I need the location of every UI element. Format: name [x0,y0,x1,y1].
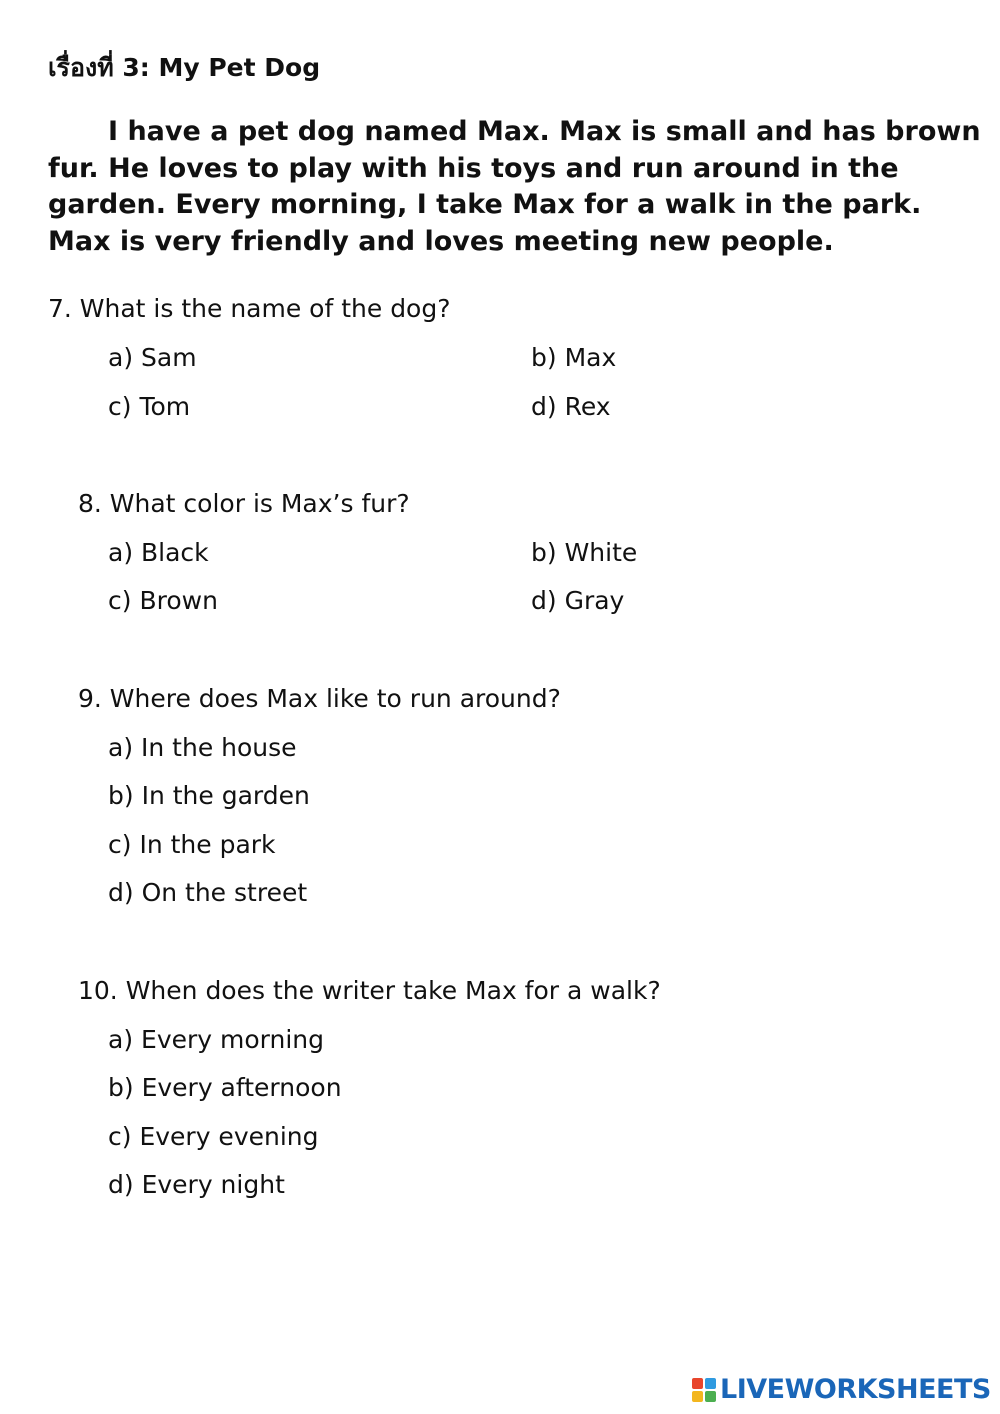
q7-option-a[interactable]: a) Sam [108,343,197,372]
q9-option-c[interactable]: c) In the park [108,830,276,859]
q8-option-c[interactable]: c) Brown [108,586,218,615]
page-title: เรื่องที่ 3: My Pet Dog [48,53,321,82]
q8-option-b[interactable]: b) White [531,538,638,567]
question-10: 10. When does the writer take Max for a walk? [78,976,661,1005]
q9-option-b[interactable]: b) In the garden [108,781,310,810]
q9-option-a[interactable]: a) In the house [108,733,297,762]
question-7: 7. What is the name of the dog? [48,294,451,323]
reading-passage [48,114,988,260]
passage-text: I have a pet dog named Max. Max is small and has brown fur. He loves to play with his toys and run around in the garden. Every morning, I take Max for a walk in the park. Max is very friendly and loves meeting new people. [48,116,981,257]
question-8: 8. What color is Max’s fur? [78,489,410,518]
liveworksheets-logo-text: LIVEWORKSHEETS [720,1374,991,1405]
q10-option-a[interactable]: a) Every morning [108,1025,325,1054]
q10-option-c[interactable]: c) Every evening [108,1122,319,1151]
q9-option-d[interactable]: d) On the street [108,878,308,907]
q10-option-b[interactable]: b) Every afternoon [108,1073,342,1102]
q7-option-b[interactable]: b) Max [531,343,617,372]
q7-option-d[interactable]: d) Rex [531,392,611,421]
q8-option-d[interactable]: d) Gray [531,586,625,615]
q8-option-a[interactable]: a) Black [108,538,209,567]
liveworksheets-logo-icon [692,1378,716,1402]
q7-option-c[interactable]: c) Tom [108,392,191,421]
q10-option-d[interactable]: d) Every night [108,1170,285,1199]
liveworksheets-logo [692,1374,991,1405]
question-9: 9. Where does Max like to run around? [78,684,561,713]
